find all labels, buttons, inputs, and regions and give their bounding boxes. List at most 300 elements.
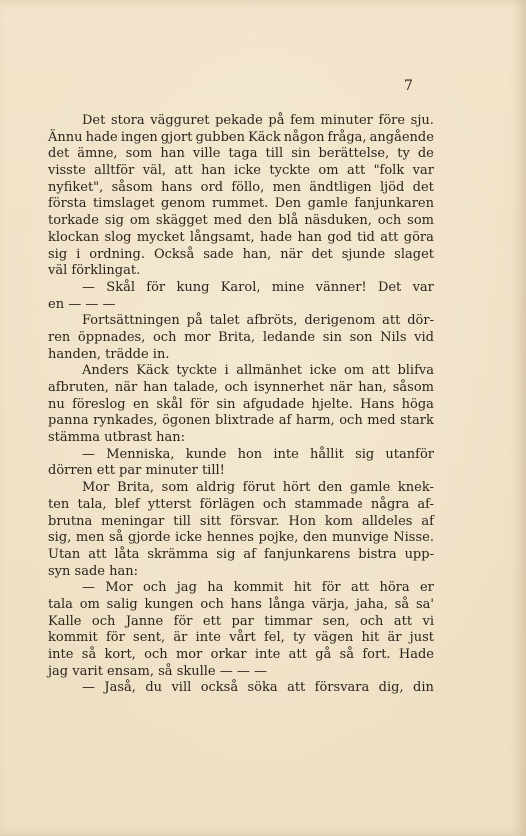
text-line [48,614,434,631]
word: ljöd [379,179,405,195]
word: visste [48,163,86,179]
word: han [160,146,185,162]
word: vi [422,613,434,629]
word: sent, [133,630,166,646]
word: af [243,546,256,562]
word: god [327,229,352,245]
word: ögonen [162,413,211,429]
word: knek- [397,480,434,496]
word: så [108,530,124,546]
word: och [339,413,363,429]
word: kungen [144,596,194,612]
word: att [288,647,307,662]
word: var [412,163,434,179]
word: icke [309,363,337,379]
word: kunde [185,446,227,462]
text-line [48,247,434,264]
word: det [412,179,434,195]
word: med [367,413,396,429]
word: stora [110,113,145,128]
word: meningar [101,513,165,529]
word: och [142,580,167,596]
word: det [311,246,333,262]
word: fanjunkarens [263,546,351,562]
word: att [382,313,401,329]
word: för [190,396,209,412]
word: och [91,613,116,629]
word: att [380,229,399,245]
word: om [79,596,100,612]
word: talade, [173,380,219,395]
text-line [48,397,434,414]
word: hade [259,229,293,245]
word: stark [400,413,434,429]
word: minuter [320,113,373,128]
text-line [48,280,434,297]
word: Anders [82,363,129,379]
word: värja, [311,596,350,612]
text-line [48,146,434,163]
word: panna [48,413,89,429]
word: sjunde [341,246,386,262]
word: vägen [313,630,354,646]
word: af [421,513,434,529]
text-line: handen, trädde in. [48,346,170,362]
word: Den [274,196,302,212]
word: ty [293,630,306,646]
word: Käck [136,363,169,379]
word: tid [357,229,375,245]
word: jaha, [355,596,388,612]
word: sig [355,446,375,462]
word: Karol, [220,279,261,295]
word: gamle [307,196,348,212]
word: torkade [48,213,99,229]
word: er [419,580,434,596]
word: just [409,630,434,646]
word: stammade [294,496,363,512]
word: Kalle [48,613,82,629]
word: han [297,229,322,245]
word: att [350,580,370,596]
word: när [329,380,353,395]
word: och [377,213,402,229]
word: höga [401,396,434,412]
word: tala, [77,496,107,512]
word: det [48,146,70,162]
word: hört [282,480,311,496]
word: när [280,246,303,262]
word: isynnerhet [253,380,324,395]
word: genom [160,196,206,212]
word: ha [207,580,224,596]
word: första [48,196,87,212]
word: göra [403,229,434,245]
word: att [174,163,193,179]
word: skål [156,396,183,412]
word: af- [417,496,434,512]
word: Menniska, [106,446,175,462]
text-line [48,380,434,397]
word: att [88,546,107,562]
word: rummet. [211,196,269,212]
text-line: stämma utbrast han: [48,430,185,446]
word: också [200,680,239,696]
text-line [48,514,434,531]
word: — [82,279,95,295]
word: Skål [106,279,135,295]
word: af [278,413,292,429]
text-line [48,413,434,430]
text-line [48,547,434,564]
word: om [344,363,365,379]
word: hållit [310,446,344,462]
text-line [48,163,434,180]
word: kung [176,279,210,295]
word: — [82,680,95,696]
word: vill [171,680,192,696]
word: kommit [48,630,98,646]
word: orkar [210,647,247,662]
word: din [413,680,434,696]
word: men [272,179,301,195]
word: före [378,113,406,128]
word: han, [242,246,272,262]
word: hjelte. [311,396,353,412]
text-line [48,647,434,664]
word: som [161,480,189,496]
word: såsom [392,380,434,395]
word: söka [247,680,278,696]
word: klockan [48,229,100,245]
word: försvara [314,680,370,696]
word: inte [195,630,221,646]
word: vägguret [150,113,210,128]
word: gjorde [128,530,171,546]
word: Också [153,246,195,262]
text-line [48,213,434,230]
text-line [48,530,434,547]
word: harm, [295,413,335,429]
word: — [82,446,95,462]
word: den [247,213,273,229]
word: men [75,530,105,546]
word: Brita, [218,329,256,345]
word: Det [82,113,106,128]
word: tala [48,596,73,612]
word: mor [184,329,211,345]
text-line [48,497,434,514]
word: och [144,647,168,662]
word: och [262,496,287,512]
word: ten [48,496,70,512]
text-line [48,113,434,130]
word: slaget [394,246,434,262]
word: hennes [206,530,254,546]
word: Käck [248,129,281,145]
word: Brita, [116,480,155,496]
word: kort, [104,647,136,662]
word: sen, [322,613,350,629]
text-line: dörren ett par minuter till! [48,463,225,479]
word: Hans [360,396,395,412]
word: ord [200,179,224,195]
word: är [387,630,402,646]
word: du [145,680,163,696]
word: han, [358,380,387,395]
word: han [143,380,168,395]
word: par [231,613,254,629]
word: blifva [397,363,434,379]
word: ämne, [77,146,118,162]
word: öppnades, [77,329,146,345]
word: Det [377,279,402,295]
word: med [213,213,243,229]
word: den [303,530,328,546]
word: vårt [229,630,256,646]
word: salig [106,596,138,612]
word: och [152,329,177,345]
word: försvar. [230,513,280,529]
word: sju. [410,113,434,128]
word: pekade [215,113,263,128]
text-line: väl förklingat. [48,263,141,279]
word: höra [379,580,410,596]
word: förlägen [199,496,255,512]
text-line [48,580,434,597]
word: och [200,596,224,612]
text-line [48,230,434,247]
word: han [201,163,226,179]
text-line: jag varit ensam, så skulle — — — [48,663,268,679]
word: afbröts, [246,313,298,329]
word: mor [175,647,203,662]
word: alltför [94,163,135,179]
text-line [48,313,434,330]
word: om [318,163,339,179]
text-line [48,597,434,614]
word: "folk [373,163,405,179]
word: såsom [111,179,153,195]
word: gå [315,647,332,662]
word: vänner! [315,279,367,295]
word: Mor [105,580,133,596]
text-line [48,180,434,197]
word: näsduken, [304,213,372,229]
word: fort. [362,647,391,662]
word: de [417,146,434,162]
word: sitt [199,513,222,529]
text-line [48,363,434,380]
word: inte [254,647,281,662]
word: sig [104,213,124,229]
word: icke [233,163,261,179]
word: som [125,146,153,162]
word: Fortsättningen [82,313,180,329]
word: aldrig [196,480,236,496]
text-line [48,130,434,147]
word: gjort [160,129,193,145]
word: upp- [404,546,434,562]
word: föllo, [231,179,265,195]
word: så [339,647,355,662]
word: som [407,213,434,229]
word: ordning. [89,246,145,262]
word: ledande [262,329,316,345]
word: förut [242,480,276,496]
word: timslaget [92,196,155,212]
word: derigenom [304,313,376,329]
word: hade [85,129,118,145]
word: Janne [125,613,164,629]
word: i [76,246,81,262]
word: gamle [350,480,391,496]
word: taga [228,146,258,162]
word: för [146,279,166,295]
word: fanjunkaren [354,196,434,212]
word: afgudade [242,396,305,412]
word: tyckte [176,363,217,379]
text-line [48,330,434,347]
word: Mor [82,480,110,496]
word: för [105,630,125,646]
word: gubben [195,129,245,145]
word: låta [114,546,140,562]
word: sin [291,146,311,162]
word: sig [216,546,236,562]
word: på [268,113,285,128]
word: Hade [398,647,434,662]
word: hit [293,580,312,596]
word: och [224,380,248,395]
word: Utan [48,546,81,562]
word: fem [290,113,315,128]
word: utanför [385,446,434,462]
word: sa' [415,596,434,612]
word: ändtligen [309,179,372,195]
word: Ännu [48,129,83,145]
word: nu [48,396,65,412]
word: brutna [48,513,93,529]
word: till [173,513,191,529]
text-line [48,196,434,213]
word: ingen [120,129,158,145]
word: vid [414,329,434,345]
word: nyfiket", [48,179,104,195]
word: blef [114,496,140,512]
word: allmänhet [236,363,302,379]
word: om [129,213,151,229]
word: och [359,613,384,629]
word: kommit [233,580,284,596]
word: berättelse, [318,146,390,162]
word: Jaså, [104,680,136,696]
word: alldeles [361,513,413,529]
word: i [224,363,229,379]
word: blå [278,213,299,229]
word: långa [268,596,306,612]
word: ren [48,329,71,345]
word: timmar [264,613,313,629]
word: någon [283,129,325,145]
word: fel, [263,630,285,646]
word: hans [230,596,262,612]
word: sade [203,246,234,262]
word: sin [322,329,342,345]
word: sig [48,246,68,262]
word: för [321,580,341,596]
word: föreslog [72,396,126,412]
word: rynkades, [93,413,158,429]
word: Nisse. [393,530,434,546]
word: son [349,329,373,345]
word: så [81,647,97,662]
word: talet [209,313,240,329]
word: jag [176,580,197,596]
text-line [48,480,434,497]
text-line [48,630,434,647]
word: ville [192,146,221,162]
word: afbruten, [48,380,109,395]
page-text [48,113,434,697]
word: hit [361,630,380,646]
word: skrämma [147,546,209,562]
word: bistra [358,546,397,562]
text-line: en — — — [48,296,116,312]
word: blixtrade [215,413,275,429]
word: att [371,363,390,379]
word: Nils [380,329,407,345]
word: att [393,613,413,629]
word: den [318,480,343,496]
word: för [173,613,193,629]
word: sig, [48,530,72,546]
word: ytterst [147,496,192,512]
word: hans [161,179,193,195]
word: ett [202,613,222,629]
word: så [394,596,410,612]
word: dör- [407,313,434,329]
word: mine [271,279,305,295]
word: ty [397,146,410,162]
word: att [346,163,366,179]
word: fråga, [327,129,367,145]
word: när [114,380,138,395]
word: en [132,396,150,412]
word: Hon [288,513,317,529]
word: tyckte [269,163,311,179]
word: på [186,313,203,329]
text-line [48,447,434,464]
word: skägget [155,213,208,229]
word: pojke, [258,530,299,546]
word: till [265,146,284,162]
word: är [173,630,188,646]
word: dig, [378,680,404,696]
word: långsamt, [189,229,255,245]
word: icke [175,530,203,546]
page-number: 7 [404,78,413,94]
word: var [412,279,434,295]
word: slog [104,229,132,245]
word: angående [369,129,434,145]
text-line: syn sade han: [48,563,138,579]
text-line [48,680,434,697]
word: inte [48,647,74,662]
word: hon [237,446,263,462]
word: några [370,496,410,512]
word: mycket [136,229,185,245]
